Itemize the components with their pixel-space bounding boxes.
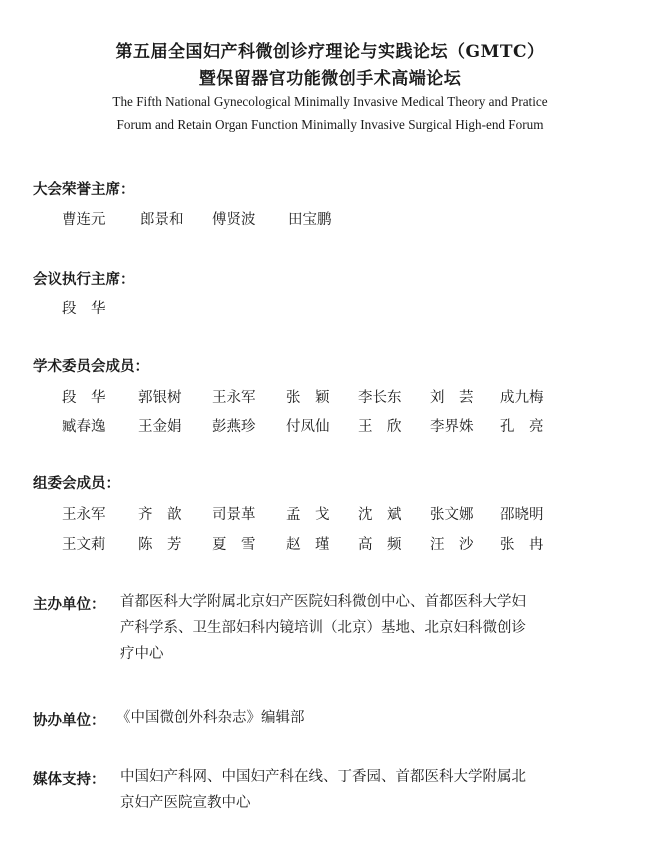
honorary-chair-name: 傅贤波 [212,212,256,228]
academic-member-name: 李界姝 [430,419,474,435]
honorary-chair-name: 曹连元 [62,212,106,228]
organizing-member-name: 齐 歆 [138,507,182,523]
academic-member-name: 付凤仙 [286,419,330,435]
academic-member-name: 王 欣 [358,419,402,435]
organizing-member-name: 汪 沙 [430,537,474,553]
media-text [120,764,650,816]
honorary-chair-name: 田宝鹏 [288,212,332,228]
title-chinese-line-2: 暨保留器官功能微创手术高端论坛 [198,69,462,89]
media-label: 媒体支持： [33,772,106,788]
organizing-member-name: 张文娜 [430,507,474,523]
academic-member-name: 郭银树 [138,390,182,406]
executive-chair-row [0,297,660,317]
organizing-member-name: 邵晓明 [500,507,544,523]
organizing-member-name: 沈 斌 [358,507,402,523]
honorary-chair-name: 郎景和 [140,212,184,228]
title-chinese-line-1: 第五届全国妇产科微创诊疗理论与实践论坛（GMTC） [115,42,545,62]
academic-member-name: 李长东 [358,390,402,406]
academic-member-name: 彭燕珍 [212,419,256,435]
host-text-line: 疗中心 [120,646,164,662]
honorary-chairs-row [0,208,660,228]
co-host-text-line: 《中国微创外科杂志》编辑部 [116,710,305,726]
honorary-chairs-label: 大会荣誉主席： [33,182,135,198]
academic-member-name: 臧春逸 [62,419,106,435]
academic-committee-row [0,415,660,435]
title-english-line-2: Forum and Retain Organ Function Minimally Invasive Surgical High-end Forum [116,117,544,132]
academic-member-name: 段 华 [62,390,106,406]
academic-member-name: 孔 亮 [500,419,544,435]
executive-chair-name: 段 华 [62,301,106,317]
organizing-member-name: 张 冉 [500,537,544,553]
organizing-member-name: 赵 瑾 [286,537,330,553]
organizing-member-name: 高 频 [358,537,402,553]
organizing-committee-label: 组委会成员： [33,476,120,492]
co-host-label: 协办单位： [33,713,106,729]
organizing-member-name: 王永军 [62,507,106,523]
host-text-line: 产科学系、卫生部妇科内镜培训（北京）基地、北京妇科微创诊 [120,620,526,636]
academic-member-name: 刘 芸 [430,390,474,406]
title-english-line-1: The Fifth National Gynecological Minimally Invasive Medical Theory and Pratice [112,94,548,109]
executive-chair-label: 会议执行主席： [33,272,135,288]
organizing-member-name: 司景革 [212,507,256,523]
co-host-text [116,705,646,731]
organizing-member-name: 孟 戈 [286,507,330,523]
organizing-committee-row [0,533,660,553]
media-text-line: 中国妇产科网、中国妇产科在线、丁香园、首都医科大学附属北 [120,769,526,785]
organizing-member-name: 王文莉 [62,537,106,553]
academic-member-name: 成九梅 [500,390,544,406]
academic-member-name: 王永军 [212,390,256,406]
academic-committee-label: 学术委员会成员： [33,359,149,375]
organizing-committee-row [0,503,660,523]
academic-member-name: 王金娟 [138,419,182,435]
organizing-member-name: 陈 芳 [138,537,182,553]
academic-committee-row [0,386,660,406]
host-text [120,589,650,667]
media-text-line: 京妇产医院宣教中心 [120,795,251,811]
organizing-member-name: 夏 雪 [212,537,256,553]
academic-member-name: 张 颖 [286,390,330,406]
host-text-line: 首都医科大学附属北京妇产医院妇科微创中心、首都医科大学妇 [120,594,526,610]
host-label: 主办单位： [33,597,106,613]
